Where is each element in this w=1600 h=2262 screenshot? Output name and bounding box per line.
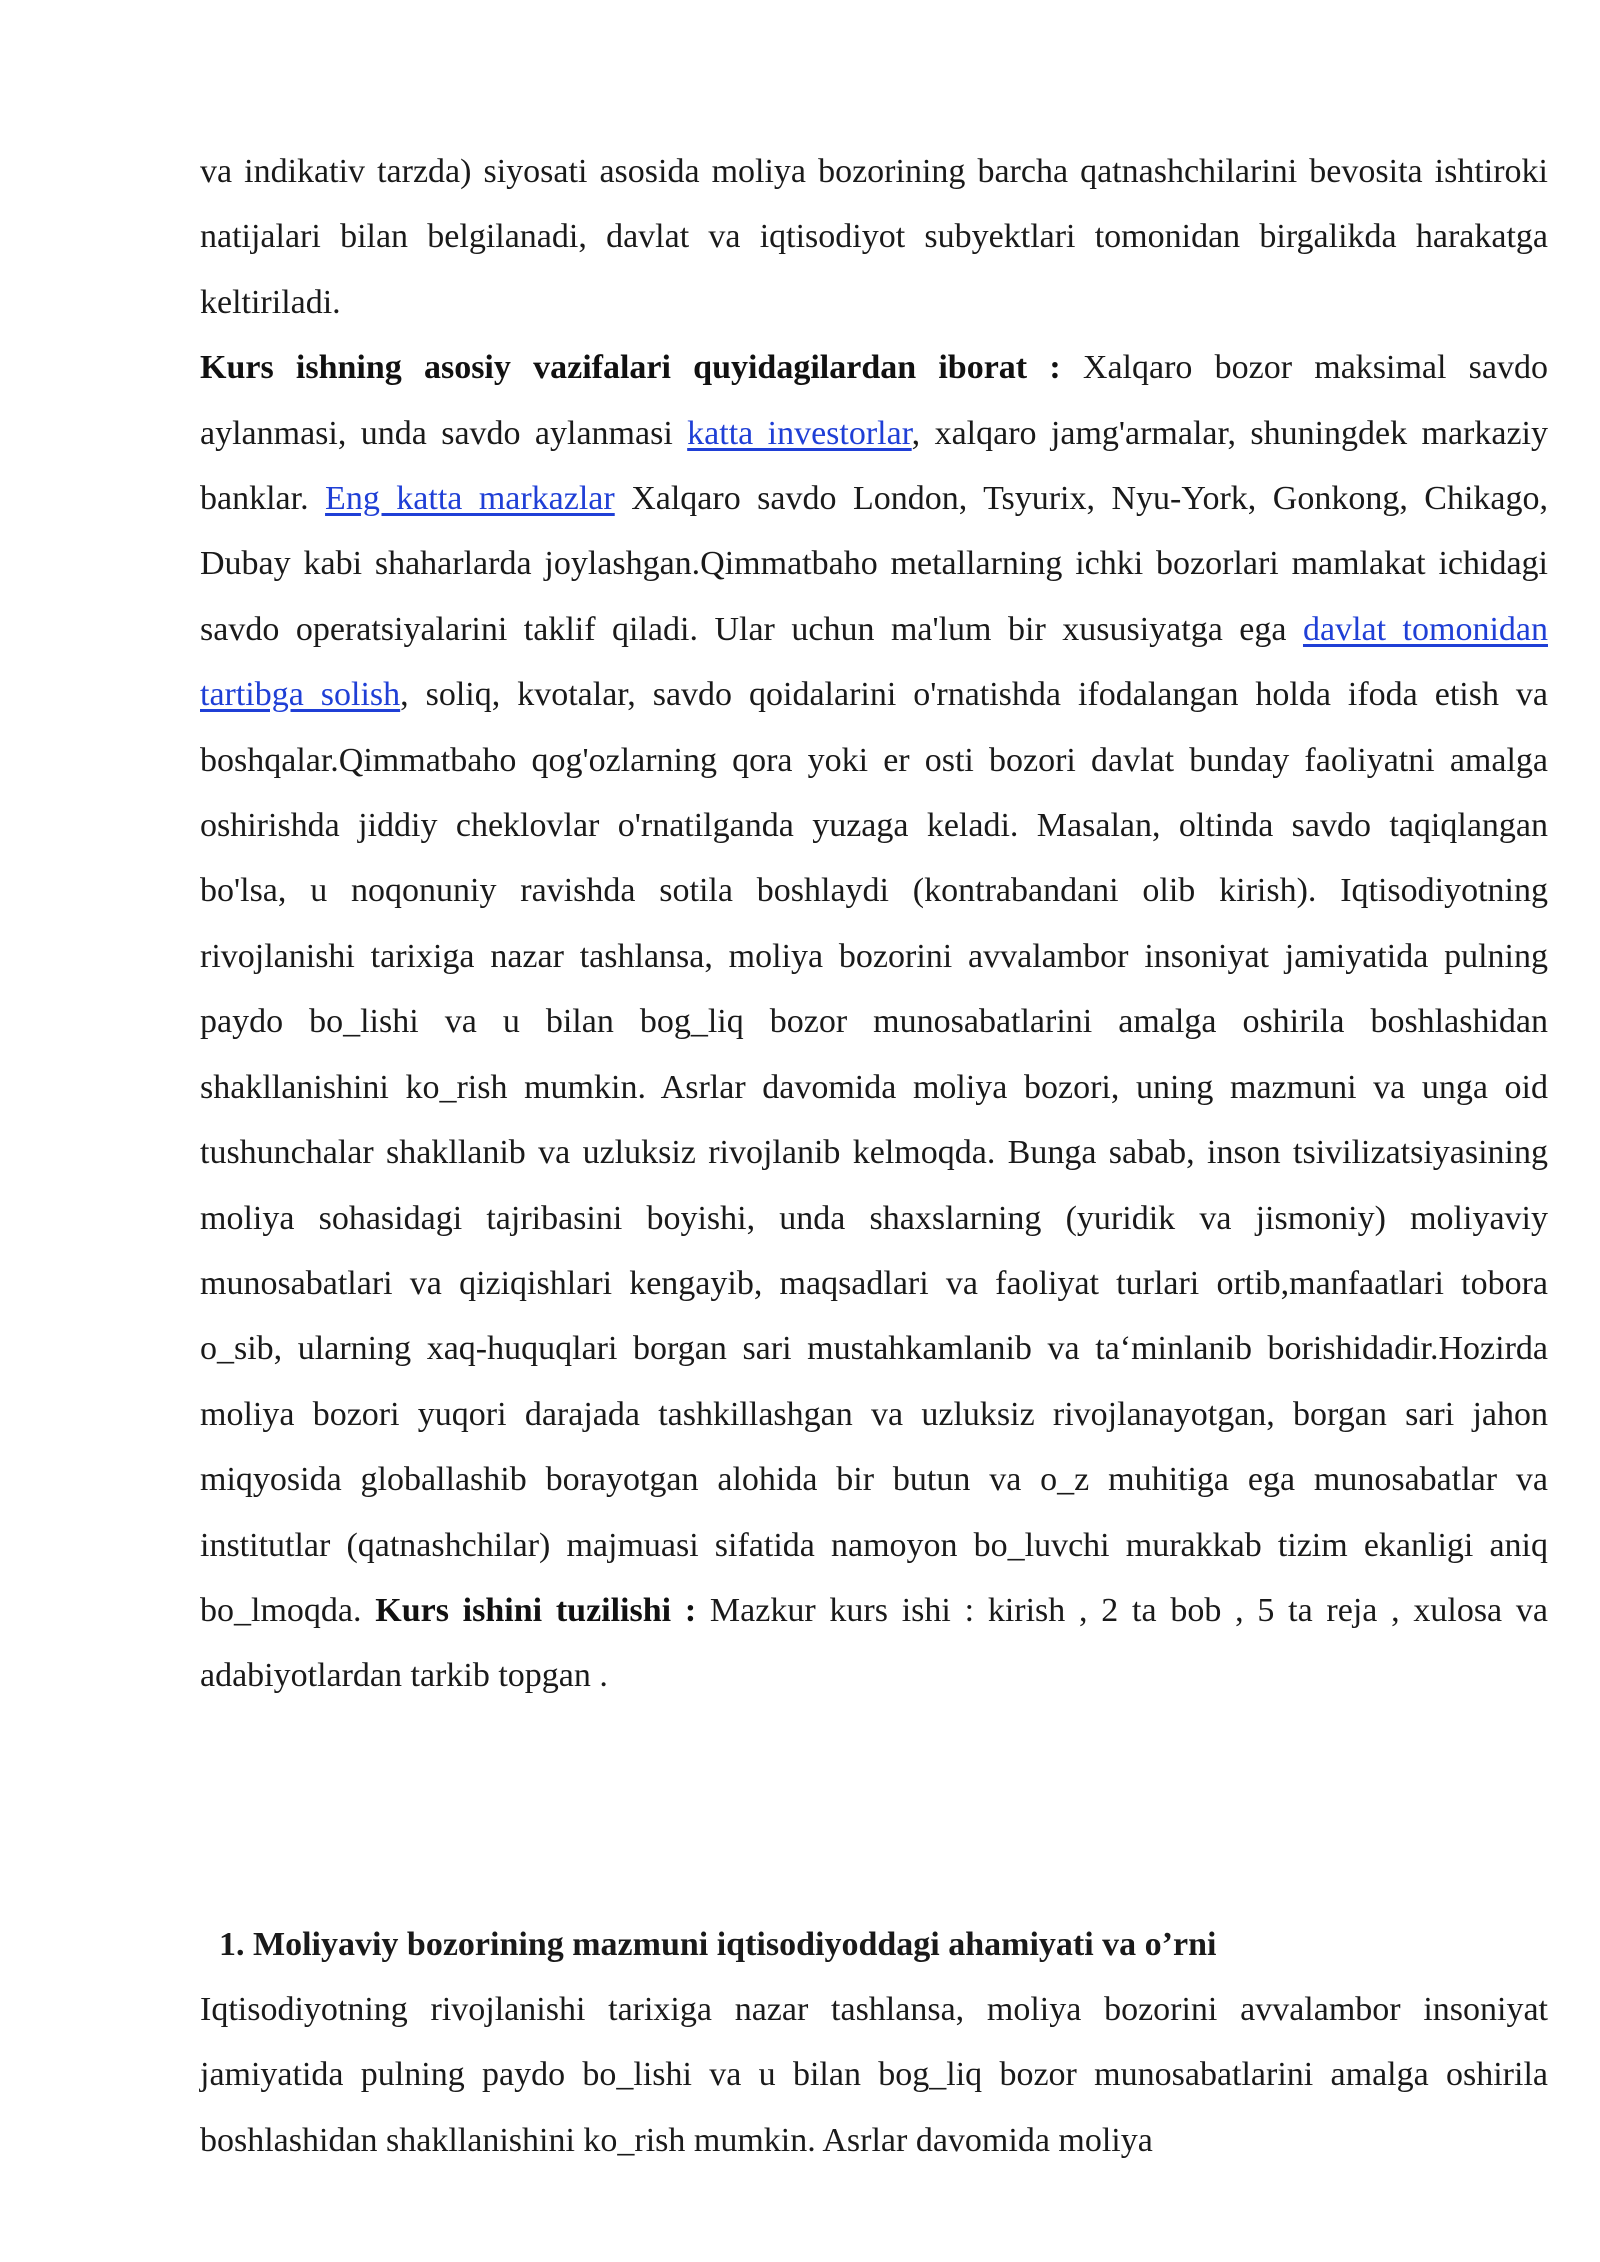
section-1-body: Iqtisodiyotning rivojlanishi tarixiga nazar tashlansa, moliya bozorini avvalambor insoniyat jamiyatida pulning paydo bo_lishi va u bilan bog_liq bozor munosabatlarini amalga oshirila boshlashidan shakllanishini ko_rish mumkin. Asrlar davomida moliya <box>200 1991 1548 2159</box>
tasks-text-4: , soliq, kvotalar, savdo qoidalarini o'rnatishda ifodalangan holda ifoda etish va boshqalar.Qimmatbaho qog'ozlarning qora yoki er osti bozori davlat bunday faoliyatni amalga oshirishda jiddiy cheklovlar o'rnatilganda yuzaga keladi. Masalan, oltinda savdo taqiqlangan bo'lsa, u noqonuniy ravishda sotila boshlaydi (kontrabandani olib kirish). Iqtisodiyotning rivojlanishi tarixiga nazar tashlansa, moliya bozorini avvalambor insoniyat jamiyatida pulning paydo bo_lishi va u bilan bog_liq bozor munosabatlarini amalga oshirila boshlashidan shakllanishini ko_rish mumkin. Asrlar davomida moliya bozori, uning mazmuni va unga oid tushunchalar shakllanib va uzluksiz rivojlanib kelmoqda. Bunga sabab, inson tsivilizatsiyasining moliya sohasidagi tajribasini boyishi, unda shaxslarning (yuridik va jismoniy) moliyaviy munosabatlari va qiziqishlari kengayib, maqsadlari va faoliyat turlari ortib,manfaatlari tobora o_sib, ularning xaq-huquqlari borgan sari mustahkamlanib va ta‘minlanib borishidadir.Hozirda moliya bozori yuqori darajada tashkillashgan va uzluksiz rivojlanayotgan, borgan sari jahon miqyosida globallashib borayotgan alohida bir butun va o_z muhitiga ega munosabatlar va institutlar (qatnashchilar) majmuasi sifatida namoyon bo_luvchi murakkab tizim ekanligi aniq bo_lmoqda. <box>200 676 1549 1629</box>
section-1-heading: 1. Moliyaviy bozorining mazmuni iqtisodiyoddagi ahamiyati va o’rni <box>219 1926 1217 1963</box>
structure-label: Kurs ishini tuzilishi : <box>375 1591 697 1629</box>
structure-text: Mazkur kurs ishi : kirish , 2 ta bob , 5 ta reja , xulosa va adabiyotlardan tarkib topgan . <box>200 1591 1548 1695</box>
link-katta-investorlar[interactable]: katta investorlar <box>687 414 912 452</box>
tasks-text-3: Xalqaro savdo London, Tsyurix, Nyu-York, Gonkong, Chikago, Dubay kabi shaharlarda joylashgan.Qimmatbaho metallarning ichki bozorlari mamlakat ichidagi savdo operatsiyalarini taklif qiladi. Ular uchun ma'lum bir xususiyatga ega <box>200 480 1548 648</box>
tasks-text-2: , xalqaro jamg'armalar, shuningdek markaziy banklar. <box>200 414 1548 518</box>
link-eng-katta-markazlar[interactable]: Eng katta markazlar <box>325 480 615 518</box>
intro-text <box>200 139 1548 1709</box>
link-davlat-tartibga-solish[interactable]: davlat tomonidan tartibga solish <box>200 610 1548 714</box>
tasks-text-1: Xalqaro bozor maksimal savdo aylanmasi, unda savdo aylanmasi <box>200 349 1548 452</box>
intro-paragraph-1: va indikativ tarzda) siyosati asosida moliya bozorining barcha qatnashchilarini bevosita ishtiroki natijalari bilan belgilanadi, davlat va iqtisodiyot subyektlari tomonidan birgalikda harakatga keltiriladi. <box>200 153 1548 321</box>
tasks-label: Kurs ishning asosiy vazifalari quyidagilardan iborat : <box>200 349 1061 387</box>
